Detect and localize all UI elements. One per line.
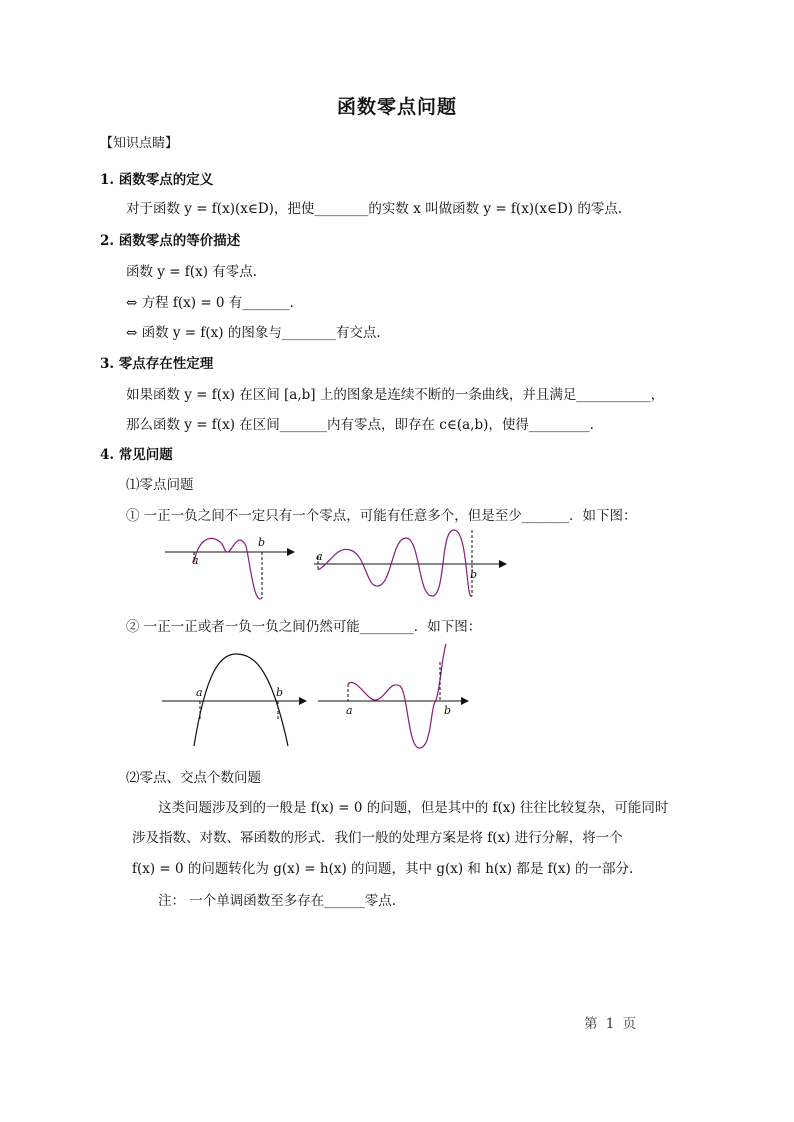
label-b: b xyxy=(258,536,266,549)
sec2-line-2: ⇔ 方程 f(x) = 0 有_______. xyxy=(126,295,294,311)
page-title: 函数零点问题 xyxy=(336,96,457,118)
heading-3: 3. 零点存在性定理 xyxy=(100,356,214,372)
graph-1 xyxy=(160,532,300,604)
sub-heading-zero-problem: ⑴零点问题 xyxy=(126,477,194,493)
label-b: b xyxy=(276,686,284,699)
para-line-2: 涉及指数、对数、幂函数的形式．我们一般的处理方案是将 f(x) 进行分解，将一个 xyxy=(132,830,623,846)
sec1-line-1: 对于函数 y = f(x)(x∈D)，把使________的实数 x 叫做函数 y = f(x)(x∈D) 的零点. xyxy=(126,201,623,217)
parabola xyxy=(194,654,288,746)
heading-4: 4. 常见问题 xyxy=(100,447,173,463)
label-b: b xyxy=(444,704,452,717)
curve xyxy=(194,538,262,599)
heading-1: 1. 函数零点的定义 xyxy=(100,172,214,188)
graph-2 xyxy=(310,524,510,608)
item-1: ① 一正一负之间不一定只有一个零点，可能有任意多个，但是至少_______．如下图： xyxy=(126,508,637,524)
heading-2: 2. 函数零点的等价描述 xyxy=(100,233,241,249)
sec2-line-3: ⇔ 函数 y = f(x) 的图象与________有交点. xyxy=(126,325,381,341)
label-b: b xyxy=(470,568,478,581)
para-line-3: f(x) = 0 的问题转化为 g(x) = h(x) 的问题，其中 g(x) 和 h(x) 都是 f(x) 的一部分. xyxy=(132,861,634,877)
label-a: a xyxy=(346,704,353,717)
para-line-1: 这类问题涉及到的一般是 f(x) = 0 的问题，但是其中的 f(x) 往往比较复杂，可能同时 xyxy=(158,800,669,816)
label-a: a xyxy=(196,686,203,699)
sub-heading-intersection: ⑵零点、交点个数问题 xyxy=(126,770,261,786)
sec2-line-1: 函数 y = f(x) 有零点. xyxy=(126,264,258,280)
curve xyxy=(318,530,472,596)
page-number: 第 1 页 xyxy=(584,1016,639,1032)
sec3-line-2: 那么函数 y = f(x) 在区间_______内有零点，即存在 c∈(a,b)，使得_________. xyxy=(126,417,594,433)
graph-4 xyxy=(316,642,472,754)
section-label: 【知识点睛】 xyxy=(100,136,179,151)
item-2: ② 一正一正或者一负一负之间仍然可能________．如下图： xyxy=(126,619,482,635)
label-a: a xyxy=(316,550,323,563)
label-a: a xyxy=(192,554,199,567)
sec3-line-1: 如果函数 y = f(x) 在区间 [a,b] 上的图象是连续不断的一条曲线，并且满足___________， xyxy=(126,387,665,403)
graph-3 xyxy=(160,642,310,752)
note: 注： 一个单调函数至多存在______零点. xyxy=(158,893,397,909)
curve xyxy=(348,644,446,748)
